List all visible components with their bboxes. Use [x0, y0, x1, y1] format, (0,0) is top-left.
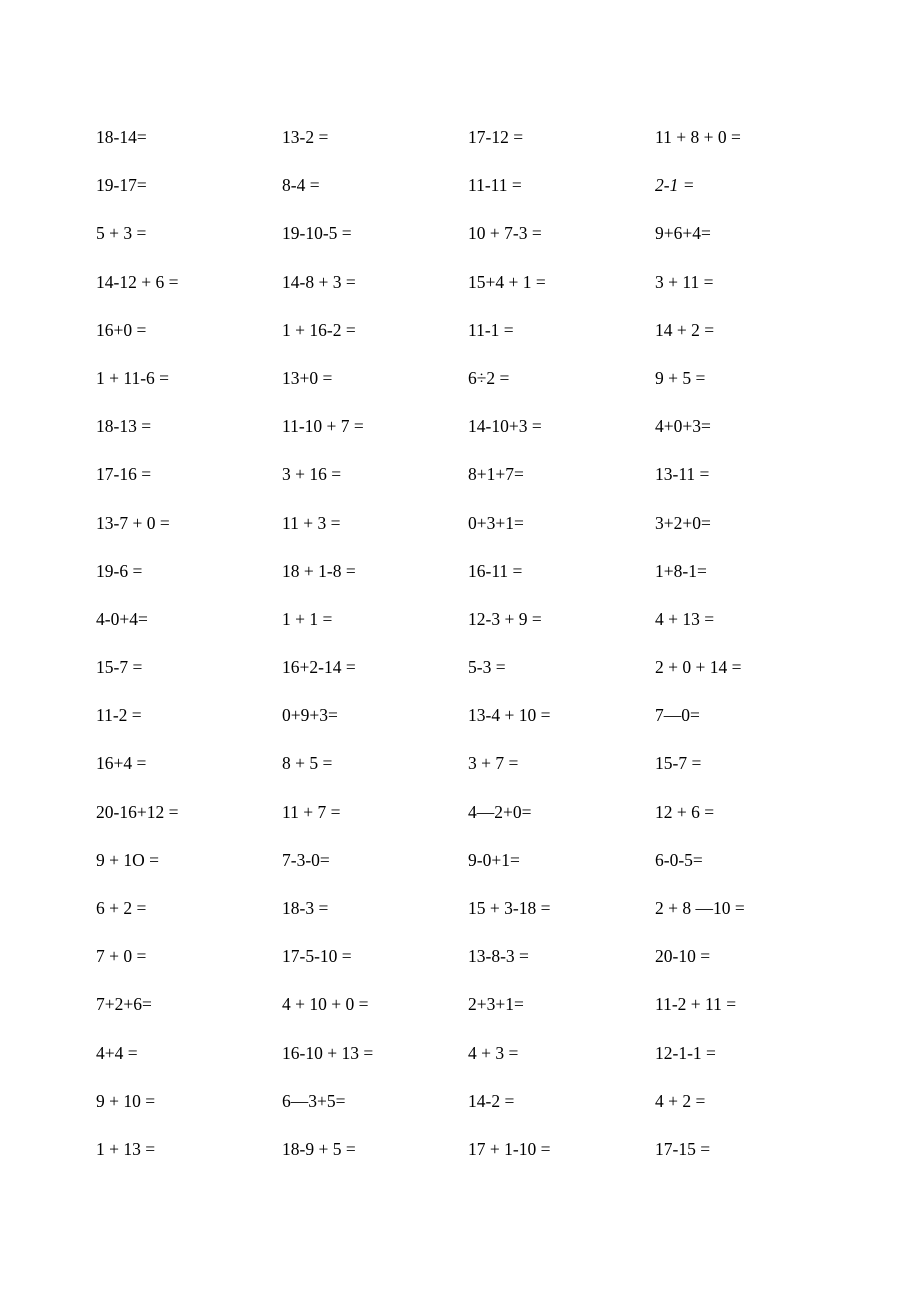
- worksheet-row: [96, 653, 856, 701]
- worksheet-row: [96, 460, 856, 508]
- problem: 13-11 =: [655, 464, 710, 485]
- problem: 19-17=: [96, 175, 147, 196]
- problem: 4 + 10 + 0 =: [282, 994, 369, 1015]
- worksheet-row: [96, 364, 856, 412]
- problem: 11-10 + 7 =: [282, 416, 364, 437]
- arithmetic-worksheet: [96, 123, 856, 1183]
- problem: 1 + 16-2 =: [282, 319, 356, 340]
- problem: 11-1 =: [468, 319, 514, 340]
- problem: 16-11 =: [468, 560, 523, 581]
- problem: 4 + 13 =: [655, 608, 715, 629]
- problem: 14-12 + 6 =: [96, 271, 179, 292]
- problem: 13+0 =: [282, 367, 333, 388]
- worksheet-row: [96, 412, 856, 460]
- worksheet-row: [96, 798, 856, 846]
- problem: 1 + 11-6 =: [96, 367, 170, 388]
- problem: 15+4 + 1 =: [468, 271, 546, 292]
- problem: 18-13 =: [96, 416, 152, 437]
- problem: 11-2 + 11 =: [655, 994, 737, 1015]
- problem: 15-7 =: [655, 753, 702, 774]
- problem: 11-11 =: [468, 175, 522, 196]
- problem: 2 + 0 + 14 =: [655, 657, 742, 678]
- problem: 8+1+7=: [468, 464, 524, 485]
- worksheet-row: [96, 1039, 856, 1087]
- problem: 3 + 16 =: [282, 464, 342, 485]
- problem: 1 + 13 =: [96, 1138, 156, 1159]
- problem: 12-3 + 9 =: [468, 608, 542, 629]
- problem: 14-2 =: [468, 1090, 515, 1111]
- problem: 17 + 1-10 =: [468, 1138, 551, 1159]
- problem: 4 + 2 =: [655, 1090, 706, 1111]
- problem: 16+4 =: [96, 753, 147, 774]
- worksheet-row: [96, 557, 856, 605]
- problem: 11-2 =: [96, 705, 142, 726]
- problem: 12 + 6 =: [655, 801, 715, 822]
- problem: 15-7 =: [96, 657, 143, 678]
- problem: 4 + 3 =: [468, 1042, 519, 1063]
- problem: 6—3+5=: [282, 1090, 346, 1111]
- problem: 9+6+4=: [655, 223, 711, 244]
- problem: 13-4 + 10 =: [468, 705, 551, 726]
- worksheet-row: [96, 1135, 856, 1183]
- problem: 17-16 =: [96, 464, 152, 485]
- problem: 0+3+1=: [468, 512, 524, 533]
- worksheet-row: [96, 894, 856, 942]
- worksheet-row: [96, 219, 856, 267]
- problem: 18-14=: [96, 127, 147, 147]
- worksheet-row: [96, 509, 856, 557]
- problem: 13-8-3 =: [468, 946, 529, 967]
- problem: 4—2+0=: [468, 801, 532, 822]
- problem: 18-9 + 5 =: [282, 1138, 356, 1159]
- problem: 7-3-0=: [282, 849, 330, 870]
- worksheet-row: [96, 171, 856, 219]
- problem: 6 + 2 =: [96, 898, 147, 918]
- problem: 7+2+6=: [96, 994, 152, 1015]
- problem: 1 + 1 =: [282, 608, 333, 629]
- problem: 16+0 =: [96, 319, 147, 340]
- problem: 8 + 5 =: [282, 753, 333, 774]
- problem: 13-2 =: [282, 127, 329, 147]
- problem: 7 + 0 =: [96, 946, 147, 967]
- problem: 6÷2 =: [468, 367, 510, 388]
- worksheet-row: [96, 701, 856, 749]
- problem: 6-0-5=: [655, 849, 703, 870]
- problem: 4+4 =: [96, 1042, 138, 1063]
- problem: 12-1-1 =: [655, 1042, 716, 1063]
- problem: 2-1 =: [655, 175, 695, 196]
- problem: 11 + 3 =: [282, 512, 341, 533]
- problem: 2+3+1=: [468, 994, 524, 1015]
- problem: 9 + 5 =: [655, 367, 706, 388]
- problem: 4+0+3=: [655, 416, 711, 437]
- problem: 3+2+0=: [655, 512, 711, 533]
- problem: 17-15 =: [655, 1138, 711, 1159]
- problem: 0+9+3=: [282, 705, 338, 726]
- problem: 14-10+3 =: [468, 416, 542, 437]
- worksheet-row: [96, 749, 856, 797]
- problem: 7—0=: [655, 705, 700, 726]
- problem: 15 + 3-18 =: [468, 898, 551, 918]
- problem: 16+2-14 =: [282, 657, 356, 678]
- problem: 14 + 2 =: [655, 319, 715, 340]
- problem: 3 + 7 =: [468, 753, 519, 774]
- worksheet-row: [96, 846, 856, 894]
- problem: 9-0+1=: [468, 849, 520, 870]
- problem: 10 + 7-3 =: [468, 223, 542, 244]
- problem: 4-0+4=: [96, 608, 148, 629]
- worksheet-row: [96, 123, 856, 171]
- worksheet-row: [96, 1087, 856, 1135]
- problem: 11 + 8 + 0 =: [655, 127, 741, 147]
- problem: 14-8 + 3 =: [282, 271, 356, 292]
- worksheet-row: [96, 268, 856, 316]
- problem: 9 + 10 =: [96, 1090, 156, 1111]
- problem: 3 + 11 =: [655, 271, 714, 292]
- problem: 19-10-5 =: [282, 223, 352, 244]
- problem: 2 + 8 —10 =: [655, 898, 745, 918]
- problem: 18 + 1-8 =: [282, 560, 356, 581]
- problem: 17-5-10 =: [282, 946, 352, 967]
- problem: 9 + 1O =: [96, 849, 160, 870]
- problem: 16-10 + 13 =: [282, 1042, 374, 1063]
- problem: 5-3 =: [468, 657, 506, 678]
- problem: 20-10 =: [655, 946, 711, 967]
- problem: 13-7 + 0 =: [96, 512, 170, 533]
- problem: 5 + 3 =: [96, 223, 147, 244]
- problem: 8-4 =: [282, 175, 320, 196]
- problem: 17-12 =: [468, 127, 524, 147]
- problem: 1+8-1=: [655, 560, 707, 581]
- problem: 19-6 =: [96, 560, 143, 581]
- problem: 18-3 =: [282, 898, 329, 918]
- problem: 20-16+12 =: [96, 801, 179, 822]
- worksheet-row: [96, 316, 856, 364]
- worksheet-row: [96, 605, 856, 653]
- worksheet-row: [96, 942, 856, 990]
- worksheet-row: [96, 990, 856, 1038]
- problem: 11 + 7 =: [282, 801, 341, 822]
